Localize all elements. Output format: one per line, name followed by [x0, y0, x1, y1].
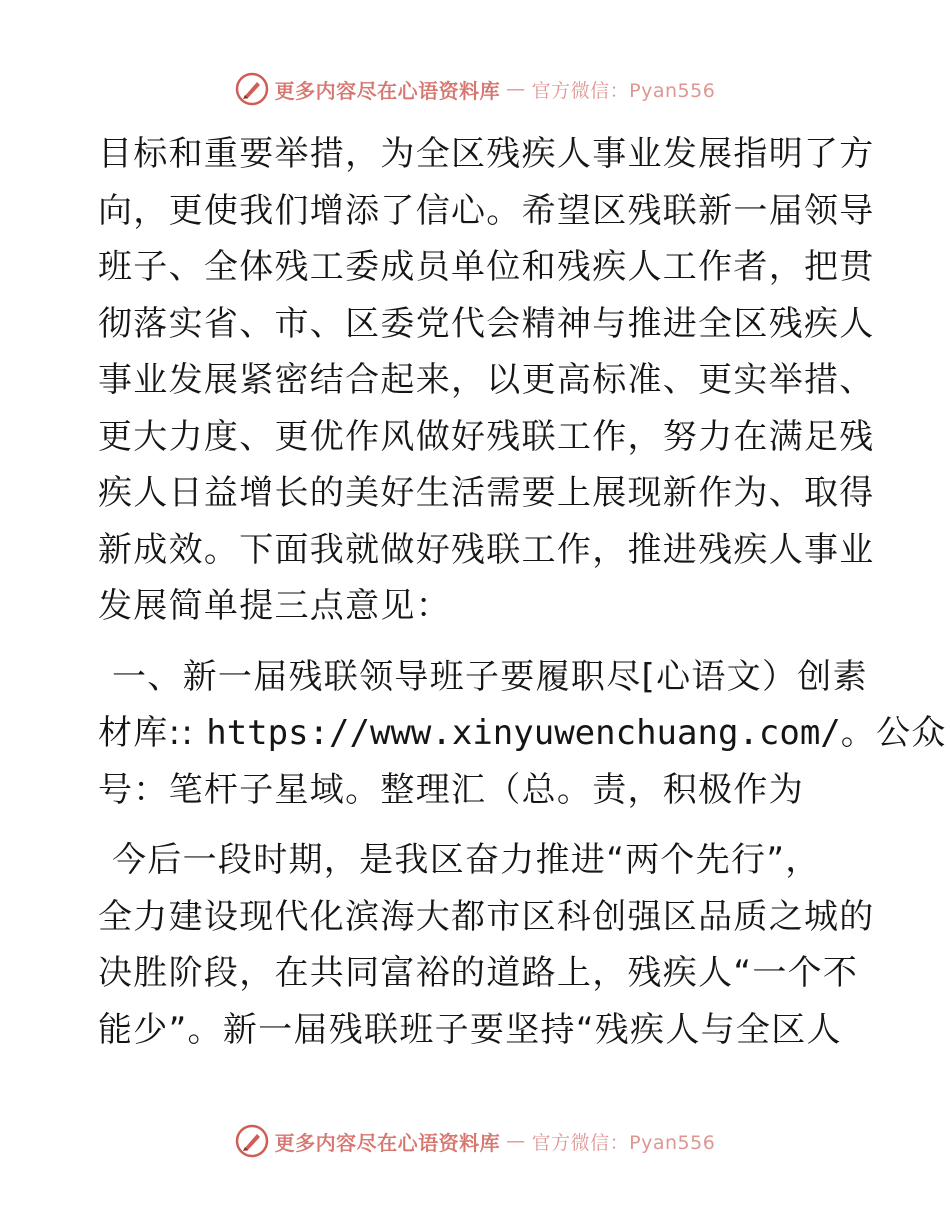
- body-line: 决胜阶段，在共同富裕的道路上，残疾人“一个不: [98, 953, 859, 993]
- body-line: 能少”。新一届残联班子要坚持“残疾人与全区人: [98, 1009, 842, 1050]
- body-line: 事业发展紧密结合起来，以更高标准、更实举措、: [98, 360, 875, 400]
- footer-watermark: [0, 1124, 950, 1158]
- paragraph-gap: [98, 635, 858, 649]
- watermark-wechat: 官方微信：Pyan556: [531, 79, 716, 102]
- document-body: [98, 126, 947, 1058]
- watermark-dash: —: [506, 78, 526, 100]
- watermark-wechat: 官方微信：Pyan556: [531, 1131, 716, 1154]
- pen-logo-icon: [235, 72, 269, 106]
- body-line: 目标和重要举措，为全区残疾人事业发展指明了方: [98, 134, 875, 174]
- body-line: 发展简单提三点意见：: [98, 586, 451, 626]
- watermark-brand: 更多内容尽在心语资料库: [274, 1130, 501, 1155]
- body-line: 全力建设现代化滨海大都市区科创强区品质之城的: [98, 896, 875, 937]
- watermark-brand: 更多内容尽在心语资料库: [274, 78, 501, 103]
- body-line: 更大力度、更优作风做好残联工作，努力在满足残: [98, 416, 875, 457]
- body-line: 彻落实省、市、区委党代会精神与推进全区残疾人: [98, 303, 875, 344]
- source-url-link[interactable]: https://www.xinyuwenchuang.com/: [206, 713, 841, 753]
- body-line: 今后一段时期，是我区奋力推进“两个先行”，: [112, 840, 821, 880]
- section-source-line: 号：笔杆子星域。整理汇（总。责，积极作为: [98, 769, 804, 810]
- body-line: 新成效。下面我就做好残联工作，推进残疾人事业: [98, 529, 875, 570]
- body-line: 向，更使我们增添了信心。希望区残联新一届领导: [98, 190, 875, 231]
- paragraph-gap: [98, 818, 858, 832]
- body-line: 班子、全体残工委成员单位和残疾人工作者，把贯: [98, 247, 875, 287]
- url-prefix: 材库::: [98, 713, 207, 753]
- url-suffix: 。公众: [840, 713, 947, 753]
- pen-logo-icon: [235, 1124, 269, 1158]
- section-url-line: [98, 705, 947, 762]
- header-watermark: [0, 72, 950, 106]
- body-line: 疾人日益增长的美好生活需要上展现新作为、取得: [98, 473, 875, 513]
- section-heading-line: 一、新一届残联领导班子要履职尽[心语文）创素: [112, 656, 868, 697]
- watermark-dash: —: [506, 1130, 526, 1152]
